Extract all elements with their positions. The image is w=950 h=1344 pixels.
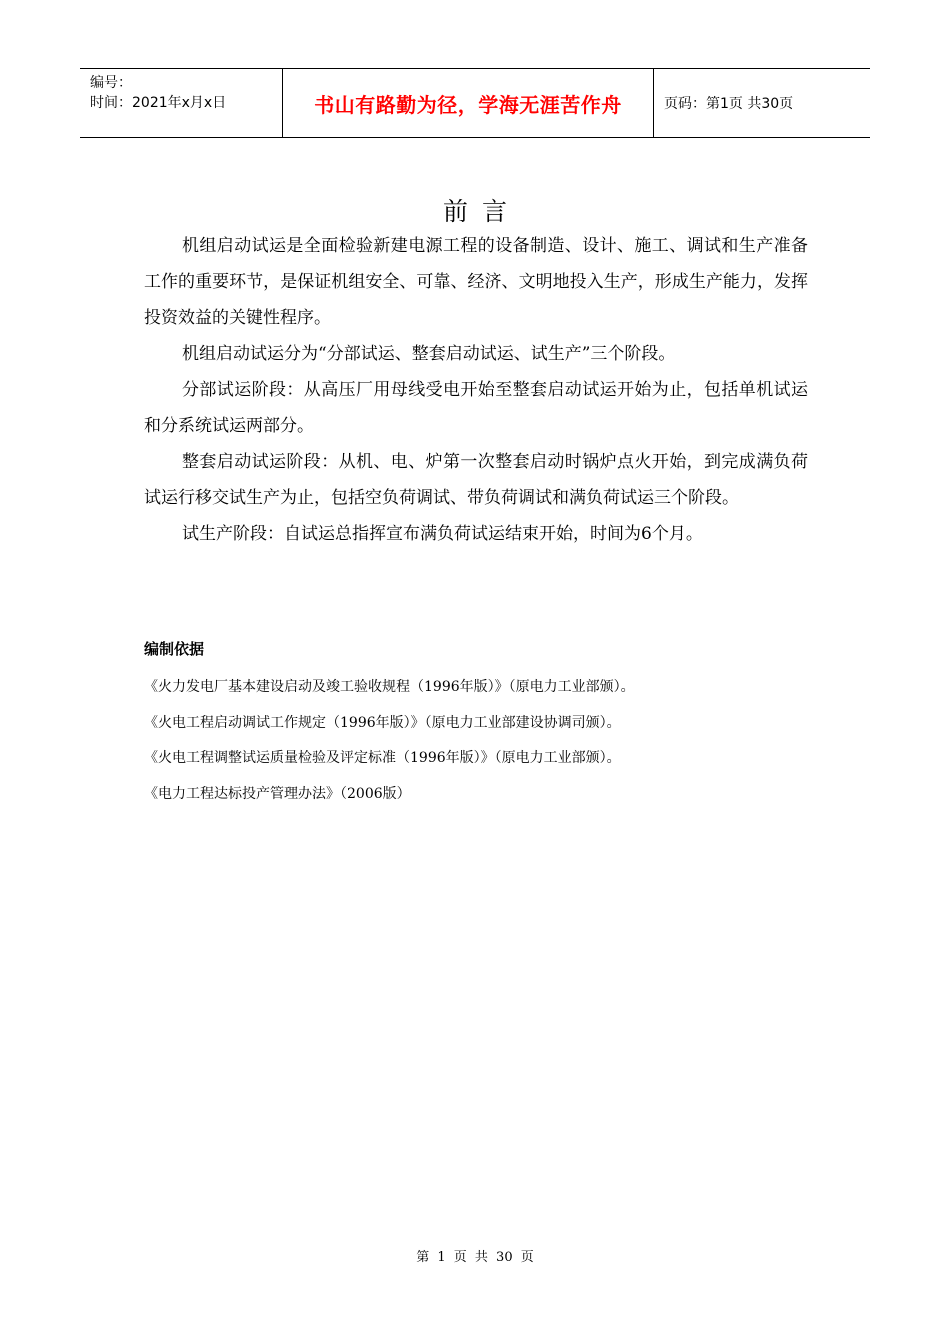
list-item: 《火电工程调整试运质量检验及评定标准（1996年版）》（原电力工业部颁）。	[144, 750, 621, 766]
list-item: 《火力发电厂基本建设启动及竣工验收规程（1996年版）》（原电力工业部颁）。	[144, 679, 635, 695]
number-label: 编号：	[90, 75, 132, 91]
date-label: 时间：2021年x月x日	[90, 95, 227, 111]
header-page-info: 页码：第1页 共30页	[664, 96, 794, 112]
header-left-cell	[80, 69, 282, 137]
document-header	[80, 68, 870, 138]
paragraph: 机组启动试运是全面检验新建电源工程的设备制造、设计、施工、调试和生产准备工作的重要环节，是保证机组安全、可靠、经济、文明地投入生产，形成生产能力，发挥投资效益的关键性程序。	[144, 236, 808, 328]
header-motto-cell	[282, 69, 654, 137]
basis-heading: 编制依据	[144, 640, 205, 658]
list-item: 《电力工程达标投产管理办法》（2006版）	[144, 785, 411, 802]
header-motto: 书山有路勤为径，学海无涯苦作舟	[314, 92, 622, 117]
basis-list	[144, 670, 844, 812]
paragraph: 整套启动试运阶段：从机、电、炉第一次整套启动时锅炉点火开始，到完成满负荷试运行移交试生产为止，包括空负荷调试、带负荷调试和满负荷试运三个阶段。	[144, 452, 808, 508]
paragraph: 试生产阶段：自试运总指挥宣布满负荷试运结束开始，时间为6个月。	[182, 524, 703, 544]
page-footer: 第 1 页 共 30 页	[416, 1250, 534, 1265]
page-title: 前言	[442, 197, 521, 226]
list-item: 《火电工程启动调试工作规定（1996年版）》（原电力工业部建设协调司颁）。	[144, 714, 621, 731]
preface-body	[144, 228, 808, 552]
paragraph: 机组启动试运分为“分部试运、整套启动试运、试生产”三个阶段。	[182, 344, 676, 364]
paragraph: 分部试运阶段：从高压厂用母线受电开始至整套启动试运开始为止，包括单机试运和分系统试运两部分。	[144, 380, 808, 436]
header-page-cell	[654, 69, 870, 137]
